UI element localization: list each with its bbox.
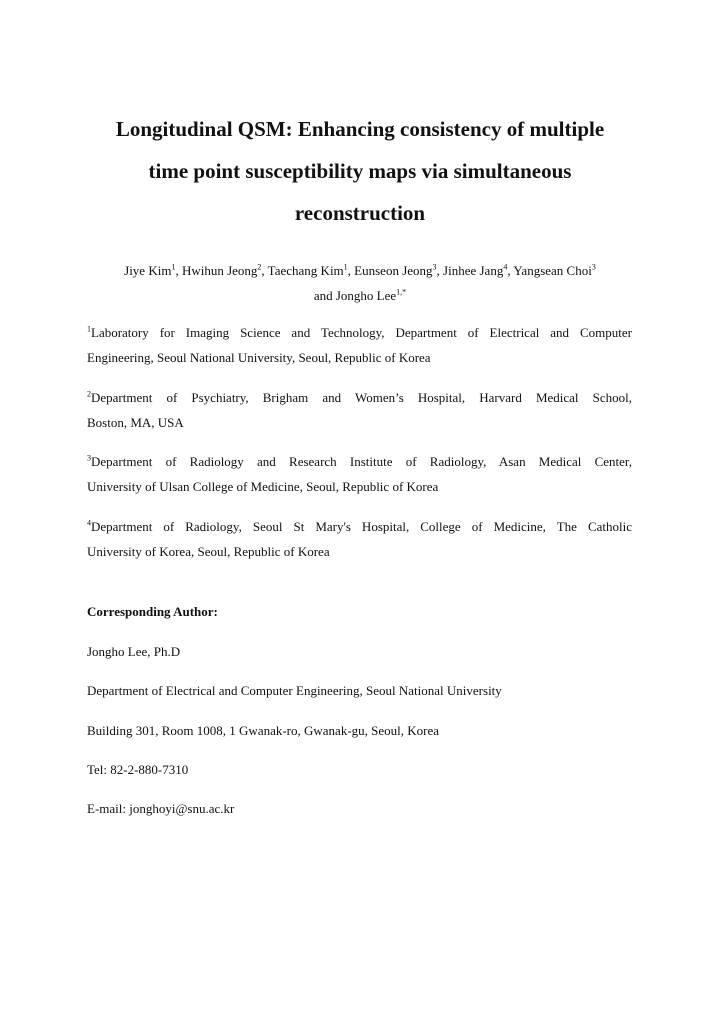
author-line <box>88 258 632 283</box>
corresponding-name: Jongho Lee, Ph.D <box>87 644 181 659</box>
title-line: time point susceptibility maps via simultaneous <box>148 159 572 183</box>
author-name: , Hwihun Jeong <box>175 263 258 278</box>
affiliation-text: University of Ulsan College of Medicine, Seoul, Republic of Korea <box>87 479 439 494</box>
author-name: , Eunseon Jeong <box>347 263 433 278</box>
author-name: and Jongho Lee <box>313 288 397 303</box>
affiliation-text: Department of Radiology, Seoul St Mary's Hospital, College of Medicine, The Catholic <box>91 519 632 534</box>
author-name: , Taechang Kim <box>261 263 344 278</box>
author-affiliation-mark: 3 <box>432 262 437 272</box>
author-affiliation-mark: 1 <box>343 262 348 272</box>
author-name: , Yangsean Choi <box>507 263 592 278</box>
author-name: , Jinhee Jang <box>436 263 504 278</box>
affiliation-mark: 3 <box>87 453 91 463</box>
affiliation-1 <box>87 320 632 370</box>
affiliation-text: Department of Psychiatry, Brigham and Women’s Hospital, Harvard Medical School, <box>91 390 632 405</box>
corresponding-heading: Corresponding Author: <box>87 604 218 619</box>
paper-title <box>88 108 632 234</box>
corresponding-department: Department of Electrical and Computer Engineering, Seoul National University <box>87 683 502 698</box>
author-line <box>88 283 632 308</box>
title-line: reconstruction <box>294 201 426 225</box>
author-affiliation-mark: 1 <box>171 262 176 272</box>
affiliation-text: Laboratory for Imaging Science and Technology, Department of Electrical and Computer <box>91 325 632 340</box>
affiliation-text: Boston, MA, USA <box>87 415 184 430</box>
affiliation-mark: 2 <box>87 389 91 399</box>
corresponding-address: Building 301, Room 1008, 1 Gwanak-ro, Gwanak-gu, Seoul, Korea <box>87 723 440 738</box>
affiliation-2 <box>87 385 632 435</box>
author-affiliation-mark: 1,* <box>396 287 407 297</box>
affiliation-text: University of Korea, Seoul, Republic of Korea <box>87 544 330 559</box>
corresponding-tel: Tel: 82-2-880-7310 <box>87 762 189 777</box>
title-line: Longitudinal QSM: Enhancing consistency of multiple <box>115 117 605 141</box>
corresponding-email: E-mail: jonghoyi@snu.ac.kr <box>87 801 235 816</box>
author-affiliation-mark: 3 <box>591 262 596 272</box>
author-list <box>88 258 632 308</box>
affiliation-text: Engineering, Seoul National University, Seoul, Republic of Korea <box>87 350 431 365</box>
affiliation-3 <box>87 449 632 499</box>
affiliation-mark: 1 <box>87 324 91 334</box>
affiliation-text: Department of Radiology and Research Institute of Radiology, Asan Medical Center, <box>91 454 632 469</box>
author-name: Jiye Kim <box>124 263 172 278</box>
author-affiliation-mark: 4 <box>503 262 508 272</box>
affiliation-mark: 4 <box>87 518 91 528</box>
affiliation-4 <box>87 514 632 564</box>
author-affiliation-mark: 2 <box>257 262 262 272</box>
